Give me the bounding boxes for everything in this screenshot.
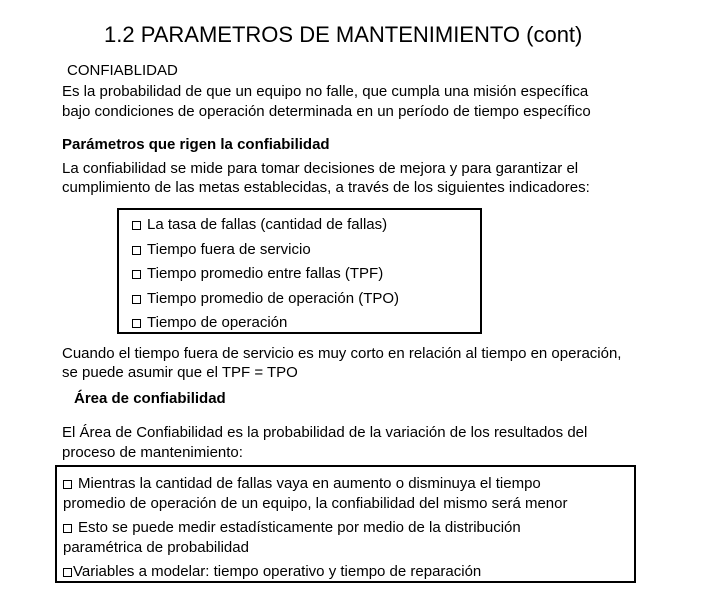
checkbox-bullet-icon xyxy=(132,221,141,230)
area-heading: Área de confiabilidad xyxy=(74,390,226,407)
page-title: 1.2 PARAMETROS DE MANTENIMIENTO (cont) xyxy=(104,22,583,47)
parametros-intro-line-1: La confiabilidad se mide para tomar decisiones de mejora y para garantizar el xyxy=(62,160,579,177)
checkbox-bullet-icon xyxy=(132,246,141,255)
indicator-item: Tiempo fuera de servicio xyxy=(132,238,480,263)
area-intro-line-1: El Área de Confiabilidad es la probabilidad de la variación de los resultados del xyxy=(62,424,588,441)
indicator-item: Tiempo promedio de operación (TPO) xyxy=(132,287,480,312)
indicator-item: La tasa de fallas (cantidad de fallas) xyxy=(132,213,480,238)
area-intro-line-2: proceso de mantenimiento: xyxy=(62,444,243,461)
checkbox-bullet-icon xyxy=(132,295,141,304)
checkbox-bullet-icon xyxy=(63,568,72,577)
area-point: Variables a modelar: tiempo operativo y tiempo de reparación xyxy=(63,562,634,582)
checkbox-bullet-icon xyxy=(63,480,72,489)
confiabilidad-heading: CONFIABLIDAD xyxy=(67,62,178,79)
confiabilidad-definition-line-1: Es la probabilidad de que un equipo no falle, que cumpla una misión específica xyxy=(62,83,589,100)
checkbox-bullet-icon xyxy=(132,270,141,279)
parametros-intro-line-2: cumplimiento de las metas establecidas, a través de los siguientes indicadores: xyxy=(62,179,590,196)
area-point: Esto se puede medir estadísticamente por medio de la distribución xyxy=(63,518,634,538)
note-line-1: Cuando el tiempo fuera de servicio es muy corto en relación al tiempo en operación, xyxy=(62,345,622,362)
indicator-item: Tiempo de operación xyxy=(132,311,480,336)
confiabilidad-definition-line-2: bajo condiciones de operación determinada en un período de tiempo específico xyxy=(62,103,591,120)
note-line-2: se puede asumir que el TPF = TPO xyxy=(62,364,298,381)
parametros-heading: Parámetros que rigen la confiabilidad xyxy=(62,136,330,153)
area-points-box xyxy=(55,465,636,583)
area-point-continuation: promedio de operación de un equipo, la confiabilidad del mismo será menor xyxy=(63,495,568,512)
checkbox-bullet-icon xyxy=(63,524,72,533)
indicators-box xyxy=(117,208,482,334)
area-point: Mientras la cantidad de fallas vaya en aumento o disminuya el tiempo xyxy=(63,474,634,494)
checkbox-bullet-icon xyxy=(132,319,141,328)
area-point-continuation: paramétrica de probabilidad xyxy=(63,539,249,556)
indicator-item: Tiempo promedio entre fallas (TPF) xyxy=(132,262,480,287)
